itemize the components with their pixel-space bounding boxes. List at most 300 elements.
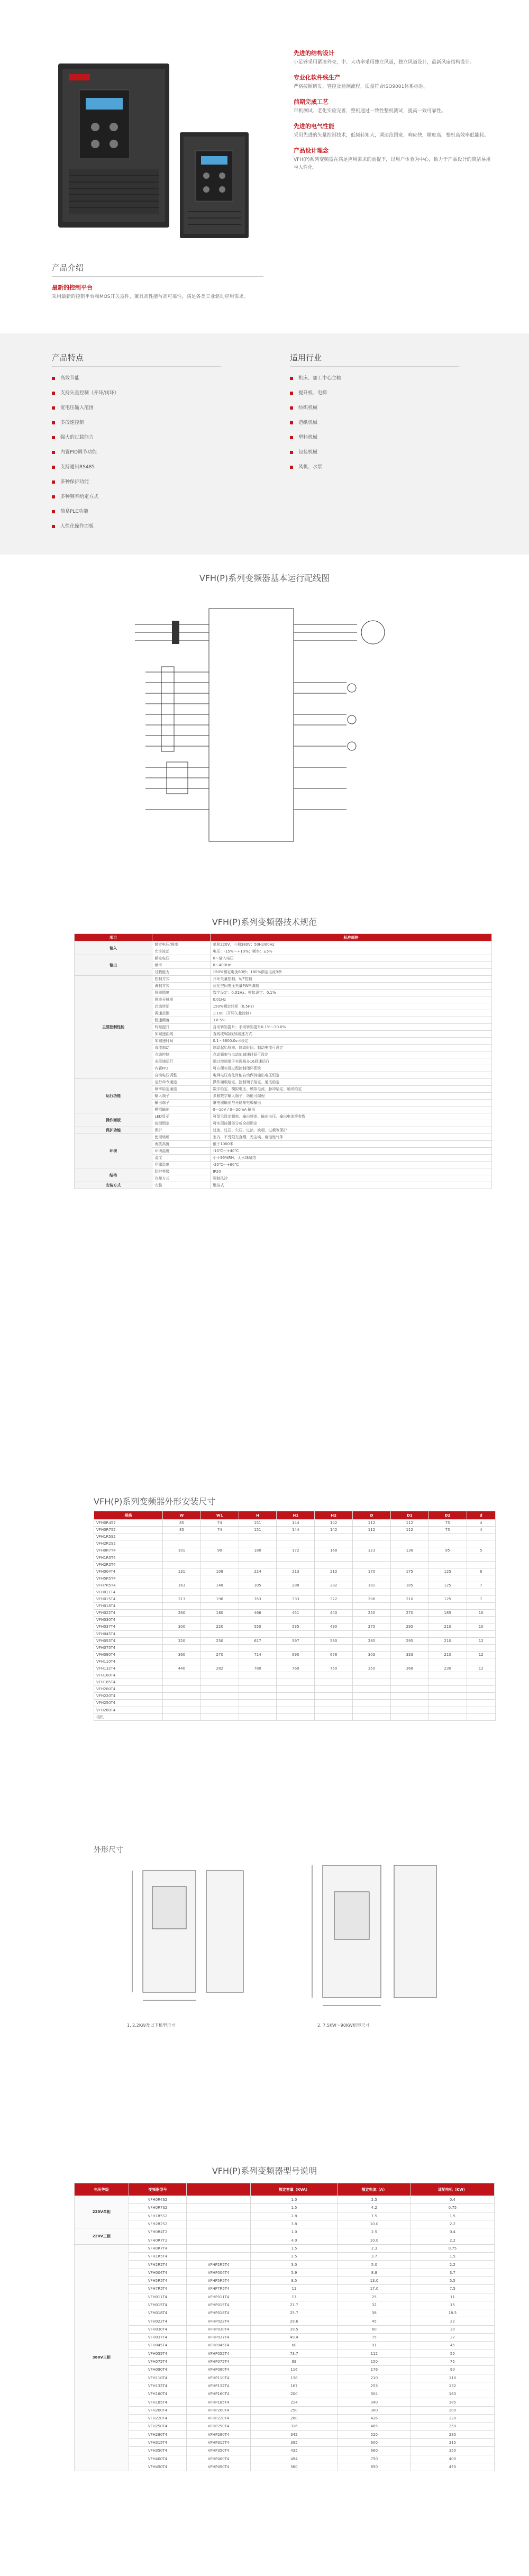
models-cell: 32 — [338, 2301, 411, 2309]
dims-cell — [428, 1700, 467, 1707]
dims-cell: 112 — [353, 1527, 391, 1534]
dims-cell: 142 — [315, 1520, 353, 1527]
bullet-icon — [52, 495, 55, 498]
intro-subtitle: 最新的控制平台 — [52, 284, 93, 291]
dims-cell — [428, 1713, 467, 1720]
models-cell: VFH110T4 — [129, 2374, 187, 2382]
models-cell: 220 — [411, 2415, 494, 2423]
dims-cell — [239, 1658, 277, 1665]
spec-item: 模拟输出 — [152, 1106, 211, 1113]
dims-cell: VFH0R7S2 — [94, 1527, 163, 1534]
spec-category: 运行功能 — [75, 1079, 152, 1113]
models-cell: VFHP5R5T4 — [187, 2276, 250, 2284]
industries-list — [290, 371, 459, 475]
dims-cell — [315, 1630, 353, 1637]
dims-cell — [239, 1575, 277, 1582]
dims-header-cell: D — [353, 1511, 391, 1520]
spec-item: 内置PID — [152, 1065, 211, 1072]
dims-cell — [390, 1534, 428, 1540]
dims-cell — [200, 1713, 239, 1720]
models-cell: VFHP022T4 — [187, 2317, 250, 2325]
spec-category: 输出 — [75, 955, 152, 976]
models-cell: 380 — [338, 2406, 411, 2414]
table-row — [75, 2276, 495, 2284]
dims-cell — [467, 1707, 496, 1713]
models-cell: 750 — [338, 2455, 411, 2463]
dims-cell — [315, 1679, 353, 1686]
dims-cell: 7 — [467, 1596, 496, 1603]
models-cell — [187, 2204, 250, 2212]
bullet-icon — [52, 480, 55, 484]
models-cell: 30 — [411, 2325, 494, 2333]
dims-cell — [200, 1644, 239, 1651]
dims-cell: 300 — [163, 1623, 201, 1630]
dims-cell: 4 — [467, 1527, 496, 1534]
hero-block-body: 带机测试、老化实验完善，整机通过一致性整机测试，提高一致可靠性。 — [294, 108, 446, 114]
table-row — [75, 2253, 495, 2261]
dims-cell: 6 — [467, 1568, 496, 1575]
spec-item: 安装 — [152, 1182, 211, 1189]
table-row — [75, 2438, 495, 2446]
models-cell: 3.7 — [411, 2269, 494, 2276]
models-cell: 112 — [338, 2350, 411, 2357]
dims-cell — [277, 1672, 315, 1679]
dims-cell — [163, 1644, 201, 1651]
models-cell: VFHP7R5T4 — [187, 2285, 250, 2293]
dims-cell — [467, 1679, 496, 1686]
dims-cell — [390, 1658, 428, 1665]
table-row — [94, 1623, 496, 1630]
dims-cell — [315, 1686, 353, 1693]
models-cell: 4.2 — [338, 2204, 411, 2212]
features-heading: 产品特点 — [52, 352, 221, 367]
table-row — [94, 1651, 496, 1658]
dims-cell — [353, 1589, 391, 1595]
spec-item: 加减速曲线 — [152, 1031, 211, 1038]
table-row — [75, 2244, 495, 2252]
spec-item: 点动控制 — [152, 1051, 211, 1058]
dims-cell — [200, 1575, 239, 1582]
hero-block-title: 先进的结构设计 — [294, 50, 334, 57]
dims-cell — [163, 1630, 201, 1637]
models-cell: 138 — [250, 2374, 338, 2382]
spec-value: 0～10V / 0～20mA 输出 — [211, 1106, 492, 1113]
dims-cell — [163, 1713, 201, 1720]
spec-item: 运行命令通道 — [152, 1079, 211, 1086]
spec-value: 强制风冷 — [211, 1175, 492, 1182]
list-item-label: 宽电压输入范围 — [60, 405, 94, 411]
dims-cell: 74 — [200, 1520, 239, 1527]
spec-item: 频率分辨率 — [152, 996, 211, 1003]
models-cell: VFH037T4 — [129, 2334, 187, 2342]
dims-cell: 12 — [467, 1651, 496, 1658]
table-row — [94, 1568, 496, 1575]
dims-cell — [200, 1658, 239, 1665]
dims-cell — [239, 1603, 277, 1610]
models-header-cell: 电压等级 — [75, 2183, 129, 2196]
dims-cell: 131 — [163, 1568, 201, 1575]
models-cell: 75 — [338, 2334, 411, 2342]
spec-value: 点动频率与点动加减速时间可设定 — [211, 1051, 492, 1058]
dims-cell: VFH200T4 — [94, 1686, 163, 1693]
models-cell — [187, 2236, 250, 2244]
models-cell: 150 — [338, 2357, 411, 2365]
dims-cell — [353, 1658, 391, 1665]
dims-cell — [390, 1617, 428, 1623]
dims-cell — [163, 1707, 201, 1713]
list-item — [52, 519, 221, 534]
models-cell: 25 — [338, 2293, 411, 2301]
dims-cell — [315, 1534, 353, 1540]
table-row — [94, 1713, 496, 1720]
dims-note: 柜机 — [94, 1713, 163, 1720]
table-row — [75, 2342, 495, 2350]
models-header-cell — [187, 2183, 250, 2196]
models-cell: VFHP160T4 — [187, 2390, 250, 2398]
dims-cell: 260 — [163, 1610, 201, 1617]
models-cell: 1.0 — [250, 2196, 338, 2204]
dims-cell: VFH280T4 — [94, 1707, 163, 1713]
models-cell: 5.5 — [411, 2276, 494, 2284]
dims-cell: 210 — [390, 1596, 428, 1603]
spec-value: 直线或S曲线加减速方式 — [211, 1031, 492, 1038]
list-item-label: 纺织机械 — [298, 405, 318, 411]
models-cell: 3.0 — [250, 2261, 338, 2269]
models-cell: VFH011T4 — [129, 2293, 187, 2301]
product-intro — [52, 262, 263, 301]
dims-header-cell: D1 — [390, 1511, 428, 1520]
dims-cell: VFH7R5T4 — [94, 1582, 163, 1589]
spec-value: 0～输入电压 — [211, 955, 492, 962]
dims-cell — [239, 1644, 277, 1651]
dims-cell: 230 — [428, 1665, 467, 1672]
dims-cell — [390, 1679, 428, 1686]
models-cell: VFH018T4 — [129, 2309, 187, 2317]
models-cell: 10.0 — [338, 2220, 411, 2228]
dims-cell: 250 — [353, 1610, 391, 1617]
models-cell: 250 — [411, 2423, 494, 2430]
models-cell: 17 — [250, 2293, 338, 2301]
models-cell — [187, 2244, 250, 2252]
dims-cell — [200, 1554, 239, 1561]
dims-cell: 213 — [277, 1568, 315, 1575]
dims-cell — [390, 1554, 428, 1561]
dims-cell — [428, 1630, 467, 1637]
dims-cell — [163, 1603, 201, 1610]
list-item-label: 支持矢量控制（开环/闭环） — [60, 391, 120, 396]
dims-cell — [467, 1686, 496, 1693]
dims-cell — [390, 1707, 428, 1713]
models-cell: 316 — [250, 2423, 338, 2430]
dims-cell — [467, 1589, 496, 1595]
dims-cell — [277, 1644, 315, 1651]
dims-cell — [163, 1561, 201, 1568]
spec-item: 按键锁定 — [152, 1120, 211, 1127]
dims-cell: VFH045T4 — [94, 1630, 163, 1637]
models-header-cell: 适配电机（KW） — [411, 2183, 494, 2196]
table-row — [94, 1527, 496, 1534]
dims-cell: 678 — [315, 1651, 353, 1658]
dims-cell — [353, 1575, 391, 1582]
dims-cell: 123 — [353, 1547, 391, 1554]
models-cell: VFH400T4 — [129, 2455, 187, 2463]
spec-item: 启动转矩 — [152, 1003, 211, 1010]
models-cell: VFH2R2T4 — [129, 2261, 187, 2269]
spec-value: 多路数字输入端子，功能可编程 — [211, 1093, 492, 1100]
models-cell: 39.5 — [250, 2325, 338, 2333]
dims-cell: VFH5R5T4 — [94, 1575, 163, 1582]
models-cell: VFHP045T4 — [187, 2342, 250, 2350]
models-cell: 99 — [250, 2357, 338, 2365]
models-cell: 4.0 — [250, 2236, 338, 2244]
models-cell: 426 — [338, 2415, 411, 2423]
models-cell: 253 — [338, 2382, 411, 2390]
spec-value: 过流、过压、欠压、过热、缺相、过载等保护 — [211, 1127, 492, 1134]
models-cell: 2.8 — [250, 2212, 338, 2220]
wiring-diagram — [103, 587, 421, 894]
models-cell: 200 — [250, 2390, 338, 2398]
table-row — [75, 2261, 495, 2269]
dims-cell: 125 — [428, 1596, 467, 1603]
dims-cell — [353, 1700, 391, 1707]
dims-cell: 597 — [277, 1637, 315, 1644]
models-cell: 5.9 — [250, 2269, 338, 2276]
models-cell: 1.5 — [250, 2204, 338, 2212]
dims-cell: VFH011T4 — [94, 1589, 163, 1595]
dims-cell — [277, 1534, 315, 1540]
models-cell: VFHP030T4 — [187, 2325, 250, 2333]
dims-cell — [163, 1700, 201, 1707]
models-cell: 176 — [338, 2366, 411, 2374]
dims-cell: 4 — [467, 1520, 496, 1527]
spec-value: 150%额定电流60秒；180%额定电流3秒 — [211, 969, 492, 976]
models-cell: 29.6 — [250, 2317, 338, 2325]
dims-cell: 75 — [428, 1520, 467, 1527]
table-row — [94, 1596, 496, 1603]
table-row — [94, 1582, 496, 1589]
models-cell: 49.4 — [250, 2334, 338, 2342]
dims-cell — [239, 1630, 277, 1637]
models-cell: VFHP075T4 — [187, 2357, 250, 2365]
models-cell: VFH045T4 — [129, 2342, 187, 2350]
voltage-group: 380V三相 — [75, 2244, 129, 2471]
list-item — [290, 460, 459, 475]
table-row — [94, 1686, 496, 1693]
models-cell: VFH450T4 — [129, 2463, 187, 2471]
list-item-label: 简易PLC功能 — [60, 509, 88, 514]
dims-cell: 7 — [467, 1582, 496, 1589]
models-cell: VFH280T4 — [129, 2430, 187, 2438]
dims-cell: VFH090T4 — [94, 1651, 163, 1658]
dims-header-cell: W1 — [200, 1511, 239, 1520]
table-row — [94, 1589, 496, 1595]
dims-cell: 550 — [239, 1623, 277, 1630]
models-cell: VFH250T4 — [129, 2423, 187, 2430]
models-cell: 1.5 — [250, 2244, 338, 2252]
dims-cell — [239, 1679, 277, 1686]
models-cell: 395 — [250, 2438, 338, 2446]
spec-item: 冷却方式 — [152, 1175, 211, 1182]
models-cell: 5.0 — [338, 2261, 411, 2269]
dims-cell — [353, 1644, 391, 1651]
list-item-label: 内置PID调节功能 — [60, 450, 97, 455]
dims-cell — [390, 1540, 428, 1547]
table-row — [94, 1603, 496, 1610]
dims-cell: VFH015T4 — [94, 1596, 163, 1603]
dims-cell: 144 — [277, 1520, 315, 1527]
models-cell: VFH015T4 — [129, 2301, 187, 2309]
dims-cell: VFH004T4 — [94, 1568, 163, 1575]
dims-cell: 74 — [200, 1527, 239, 1534]
spec-item: 频率给定通道 — [152, 1086, 211, 1093]
dims-cell: 282 — [200, 1665, 239, 1672]
models-header-cell: 额定电流（A） — [338, 2183, 411, 2196]
models-cell: 660 — [338, 2447, 411, 2455]
spec-value: 操作面板给定、控制端子给定、通讯给定 — [211, 1079, 492, 1086]
dims-cell: 95 — [428, 1547, 467, 1554]
dims-cell — [390, 1630, 428, 1637]
dims-cell — [467, 1700, 496, 1707]
spec-item: 自动电压调整 — [152, 1072, 211, 1079]
models-cell: VFHP2R2T4 — [187, 2261, 250, 2269]
dims-cell: 580 — [315, 1637, 353, 1644]
drawing-title: 外形尺寸 — [94, 1846, 123, 1854]
spec-value: 可实现按键部分或全部锁定 — [211, 1120, 492, 1127]
bullet-icon — [52, 421, 55, 424]
table-row — [75, 2301, 495, 2309]
list-item-label: 造纸机械 — [298, 420, 318, 425]
dims-cell — [277, 1693, 315, 1700]
list-item — [52, 386, 221, 401]
models-cell: VFHP185T4 — [187, 2398, 250, 2406]
models-cell: 2.5 — [250, 2253, 338, 2261]
table-row — [94, 1644, 496, 1651]
spec-item: 过载能力 — [152, 969, 211, 976]
table-row — [75, 1113, 492, 1120]
spec-value: -10℃～+40℃ — [211, 1148, 492, 1155]
dims-cell: VFH2R2T4 — [94, 1561, 163, 1568]
spec-item: 加减速时间 — [152, 1038, 211, 1045]
dims-cell — [353, 1540, 391, 1547]
list-item-label: 多种频率给定方式 — [60, 494, 99, 500]
models-cell: 21.7 — [250, 2301, 338, 2309]
table-row — [75, 2350, 495, 2357]
models-cell: 1.0 — [250, 2228, 338, 2236]
dims-cell: 151 — [239, 1520, 277, 1527]
dims-cell — [428, 1534, 467, 1540]
table-row — [94, 1637, 496, 1644]
dims-cell: 151 — [239, 1527, 277, 1534]
dims-cell — [353, 1686, 391, 1693]
table-row — [94, 1547, 496, 1554]
dims-header-cell: H1 — [277, 1511, 315, 1520]
table-row — [75, 2415, 495, 2423]
models-cell: 185 — [411, 2398, 494, 2406]
spec-category: 保护功能 — [75, 1127, 152, 1134]
models-cell: 22 — [411, 2317, 494, 2325]
bullet-icon — [52, 406, 55, 410]
models-cell: 450 — [411, 2463, 494, 2471]
table-row — [75, 2390, 495, 2398]
dims-cell: VFH0R7T4 — [94, 1547, 163, 1554]
dims-cell: 760 — [277, 1665, 315, 1672]
dims-cell: 350 — [353, 1665, 391, 1672]
spec-item: 存储温度 — [152, 1162, 211, 1168]
dims-cell — [390, 1644, 428, 1651]
spec-value: 自动转矩提升；手动转矩提升0.1%～30.0% — [211, 1024, 492, 1031]
dims-cell — [428, 1672, 467, 1679]
models-cell: VFHP315T4 — [187, 2438, 250, 2446]
list-item — [290, 445, 459, 460]
spec-category: 安装方式 — [75, 1182, 152, 1189]
dims-cell — [200, 1630, 239, 1637]
models-cell: 280 — [411, 2430, 494, 2438]
dims-cell — [239, 1713, 277, 1720]
models-cell: VFH090T4 — [129, 2366, 187, 2374]
dims-cell — [390, 1575, 428, 1582]
models-cell: 60 — [250, 2342, 338, 2350]
table-row — [94, 1575, 496, 1582]
spec-item: 湿度 — [152, 1155, 211, 1162]
dims-cell — [428, 1658, 467, 1665]
dims-cell — [277, 1707, 315, 1713]
models-cell: VFH055T4 — [129, 2350, 187, 2357]
dims-cell — [200, 1561, 239, 1568]
models-cell: VFHP220T4 — [187, 2415, 250, 2423]
table-row — [94, 1693, 496, 1700]
dims-cell — [353, 1630, 391, 1637]
dims-cell — [277, 1700, 315, 1707]
list-item-label: 包装机械 — [298, 450, 318, 455]
models-cell: 350 — [411, 2447, 494, 2455]
list-item — [52, 475, 221, 489]
models-cell: 0.75 — [411, 2244, 494, 2252]
dims-cell: VFH185T4 — [94, 1679, 163, 1686]
models-cell — [187, 2196, 250, 2204]
spec-category: 结构 — [75, 1168, 152, 1182]
dims-cell — [353, 1603, 391, 1610]
list-item — [290, 371, 459, 386]
dims-cell: VFH110T4 — [94, 1658, 163, 1665]
dims-cell: 230 — [200, 1637, 239, 1644]
models-header-cell: 额定容量（KVA） — [250, 2183, 338, 2196]
table-row — [75, 976, 492, 983]
models-cell: 11 — [411, 2293, 494, 2301]
table-row — [94, 1630, 496, 1637]
dims-cell — [239, 1700, 277, 1707]
table-row — [75, 2357, 495, 2365]
outline-drawing-small-svg — [122, 1860, 259, 2019]
list-item — [52, 415, 221, 430]
dims-cell — [467, 1713, 496, 1720]
table-row — [94, 1540, 496, 1547]
dims-cell: VFH132T4 — [94, 1665, 163, 1672]
models-cell: 18.5 — [411, 2309, 494, 2317]
table-row — [94, 1617, 496, 1623]
dims-cell — [467, 1603, 496, 1610]
dims-cell — [390, 1713, 428, 1720]
hero-block-title: 专业化软件线生产 — [294, 74, 340, 81]
industries-heading: 适用行业 — [290, 352, 459, 367]
dims-cell — [277, 1679, 315, 1686]
dims-cell: 170 — [353, 1568, 391, 1575]
table-row — [75, 1127, 492, 1134]
list-item — [290, 430, 459, 445]
models-cell: 3.7 — [338, 2253, 411, 2261]
dims-cell: 440 — [163, 1665, 201, 1672]
models-cell: 1.5 — [411, 2253, 494, 2261]
dims-cell — [428, 1589, 467, 1595]
